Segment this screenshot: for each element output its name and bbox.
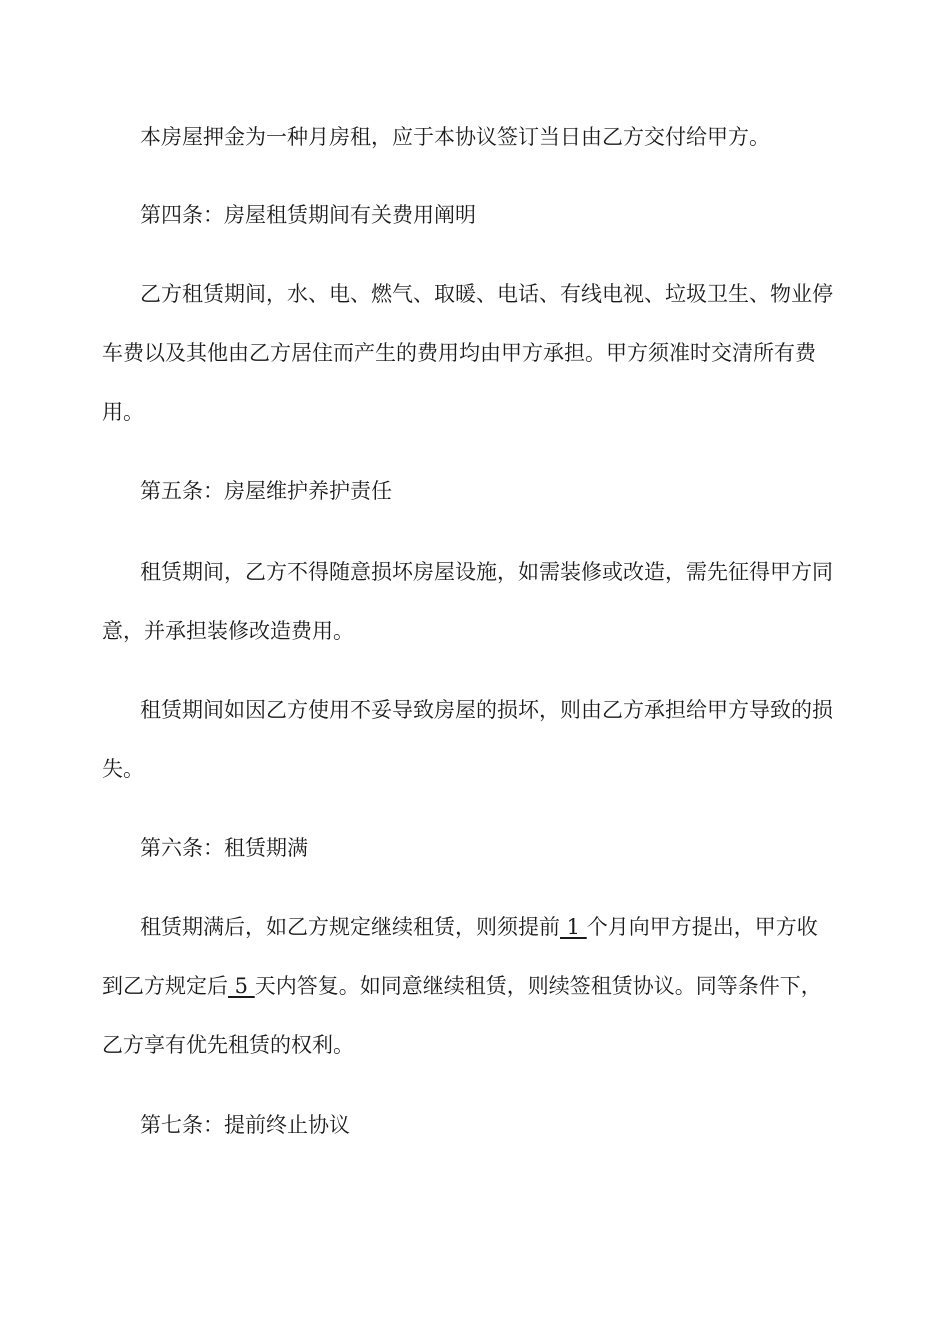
article-5-heading: 第五条：房屋维护养护责任 [140,479,392,503]
reply-days-blank: 5 [228,974,255,998]
deposit-paragraph: 本房屋押金为一种月房租，应于本协议签订当日由乙方交付给甲方。 [140,125,770,149]
renewal-text-1: 租赁期满后，如乙方规定继续租赁，则须提前 [140,915,560,939]
renewal-text-3: 天内答复。如同意继续租赁，则续签租赁协议。同等条件下，乙方享有优先租赁的权利。 [102,974,822,1057]
renewal-paragraph [102,898,837,1075]
maintenance-paragraph: 租赁期间，乙方不得随意损坏房屋设施，如需装修或改造，需先征得甲方同意，并承担装修改造费用。 [102,560,833,643]
damage-paragraph: 租赁期间如因乙方使用不妥导致房屋的损坏，则由乙方承担给甲方导致的损失。 [102,698,833,781]
fees-paragraph: 乙方租赁期间，水、电、燃气、取暖、电话、有线电视、垃圾卫生、物业停车费以及其他由乙方居住而产生的费用均由甲方承担。甲方须准时交清所有费用。 [102,282,833,424]
notice-months-blank: 1 [560,915,587,939]
article-7-heading: 第七条：提前终止协议 [140,1113,350,1137]
article-6-heading: 第六条：租赁期满 [140,836,308,860]
article-4-heading: 第四条：房屋租赁期间有关费用阐明 [140,203,476,227]
renewal-text-2: 个月向甲方提出，甲方收到乙方规定后 [102,915,818,998]
